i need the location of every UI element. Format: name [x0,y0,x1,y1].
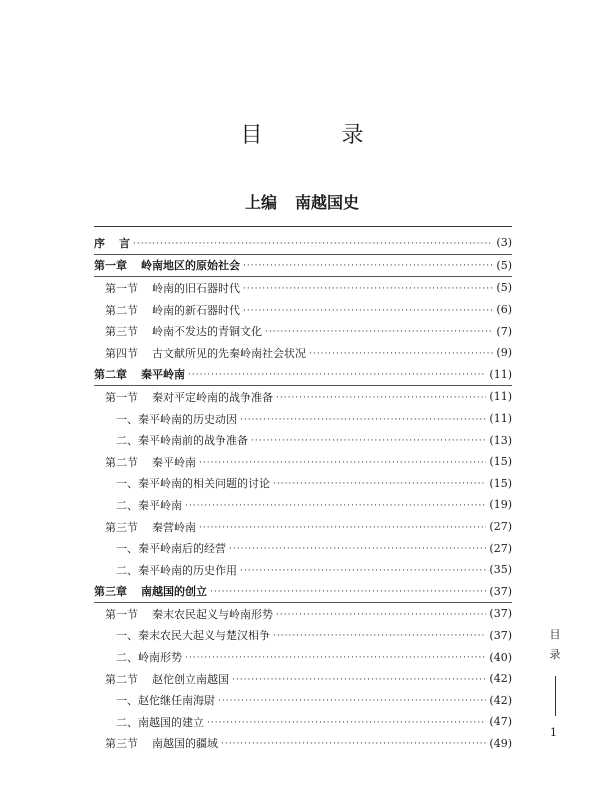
toc-page-number: (11) [489,390,512,404]
page-title: 目 录 [240,123,400,148]
toc-number: 第二节 [105,303,138,317]
toc-leader-dots [309,349,493,359]
toc-leader-dots [229,544,486,554]
toc-label: 二、南越国的建立 [116,715,204,729]
toc-page-number: (6) [496,303,512,317]
toc-number: 第四节 [105,346,138,360]
toc-leader-dots [185,501,486,511]
toc-section-row[interactable] [94,516,512,538]
toc-number: 第二节 [105,455,138,469]
toc-page-number: (5) [496,258,512,272]
toc-number: 第三章 [94,585,127,599]
side-tab-char: 目 [549,628,561,641]
toc-page-number: (7) [496,324,512,338]
toc-section-row[interactable] [94,342,512,364]
toc-number: 序 [94,236,105,250]
page-number: 1 [550,726,557,739]
toc-label: 南越国的疆域 [152,737,218,751]
toc-leader-dots [133,239,493,249]
toc-leader-dots [199,523,486,533]
toc-page-number: (11) [489,412,512,426]
toc-leader-dots [276,393,486,403]
toc-leader-dots [273,479,486,489]
toc-label: 秦营岭南 [152,520,196,534]
toc-label: 一、赵佗继任南海尉 [116,694,215,708]
toc-leader-dots [240,415,486,425]
part-title [0,190,604,213]
toc-page-number: (37) [489,584,512,598]
toc-label: 岭南的新石器时代 [152,303,240,317]
toc-leader-dots [240,566,486,576]
toc-page-number: (37) [489,607,512,621]
side-rule [555,676,556,716]
toc-number: 第一章 [94,259,127,273]
toc-label: 岭南的旧石器时代 [152,281,240,295]
toc-page-number: (15) [489,476,512,490]
toc-page-number: (19) [489,498,512,512]
part-name: 南越国史 [295,193,360,212]
toc-section-row[interactable] [94,668,512,690]
toc-page-number: (35) [489,563,512,577]
toc-number: 第二节 [105,672,138,686]
toc-page-number: (13) [489,433,512,447]
toc-page-number: (3) [496,236,512,250]
toc-label: 二、秦平岭南前的战争准备 [116,434,248,448]
toc-label: 秦平岭南 [152,455,196,469]
toc-leader-dots [265,327,493,337]
toc-page-number: (11) [489,367,512,381]
toc-page-number: (40) [489,650,512,664]
toc-section-row[interactable] [94,386,512,408]
toc-page-number: (27) [489,541,512,555]
toc-label: 南越国的创立 [141,585,207,599]
toc-number: 第三节 [105,520,138,534]
toc-chapter-row[interactable] [94,581,512,604]
toc-chapter-row[interactable] [94,255,512,278]
toc-number: 第一节 [105,281,138,295]
toc-label: 古文献所见的先秦岭南社会状况 [152,346,306,360]
toc-page-number: (37) [489,628,512,642]
toc-subsection-row[interactable] [94,408,512,430]
toc-number: 第三节 [105,737,138,751]
toc-label: 言 [119,236,130,250]
part-label: 上编 [244,193,277,212]
toc-list [94,232,512,754]
toc-label: 秦对平定岭南的战争准备 [152,390,273,404]
toc-page-number: (49) [489,736,512,750]
side-tab [548,626,562,666]
toc-number: 第三节 [105,325,138,339]
toc-leader-dots [276,610,486,620]
toc-leader-dots [207,718,486,728]
toc-chapter-row[interactable] [94,232,512,255]
top-rule [94,226,512,227]
toc-subsection-row[interactable] [94,559,512,581]
toc-subsection-row[interactable] [94,711,512,733]
toc-page-number: (47) [489,715,512,729]
toc-label: 秦末农民起义与岭南形势 [152,607,273,621]
toc-leader-dots [221,739,486,749]
toc-leader-dots [243,306,493,316]
side-tab-char: 录 [549,648,561,661]
toc-leader-dots [273,631,486,641]
toc-number: 第一节 [105,390,138,404]
toc-leader-dots [243,284,493,294]
toc-leader-dots [210,587,486,597]
toc-label: 岭南不发达的青铜文化 [152,325,262,339]
toc-number: 第二章 [94,368,127,382]
toc-leader-dots [243,261,493,271]
toc-leader-dots [188,370,486,380]
toc-page-number: (9) [496,346,512,360]
toc-leader-dots [218,696,486,706]
toc-leader-dots [185,653,486,663]
toc-section-row[interactable] [94,320,512,342]
toc-subsection-row[interactable] [94,429,512,451]
toc-chapter-row[interactable] [94,364,512,387]
toc-section-row[interactable] [94,603,512,625]
toc-section-row[interactable] [94,299,512,321]
toc-section-row[interactable] [94,451,512,473]
toc-section-row[interactable] [94,733,512,755]
toc-label: 二、秦平岭南 [116,498,182,512]
toc-label: 岭南地区的原始社会 [141,259,240,273]
toc-label: 一、秦平岭南的相关问题的讨论 [116,477,270,491]
toc-page-number: (15) [489,455,512,469]
toc-label: 赵佗创立南越国 [152,672,229,686]
toc-page-number: (42) [489,693,512,707]
toc-subsection-row[interactable] [94,473,512,495]
toc-page-number: (42) [489,672,512,686]
toc-page-number: (27) [489,520,512,534]
toc-subsection-row[interactable] [94,625,512,647]
toc-subsection-row[interactable] [94,646,512,668]
toc-number: 第一节 [105,607,138,621]
toc-page-number: (5) [496,281,512,295]
toc-label: 二、岭南形势 [116,651,182,665]
toc-label: 二、秦平岭南的历史作用 [116,563,237,577]
toc-leader-dots [251,436,486,446]
toc-subsection-row[interactable] [94,494,512,516]
toc-leader-dots [199,458,486,468]
toc-label: 一、秦平岭南的历史动因 [116,412,237,426]
toc-section-row[interactable] [94,277,512,299]
toc-leader-dots [232,675,486,685]
toc-label: 一、秦平岭南后的经营 [116,542,226,556]
toc-subsection-row[interactable] [94,537,512,559]
toc-label: 秦平岭南 [141,368,185,382]
toc-label: 一、秦末农民大起义与楚汉相争 [116,629,270,643]
toc-subsection-row[interactable] [94,689,512,711]
